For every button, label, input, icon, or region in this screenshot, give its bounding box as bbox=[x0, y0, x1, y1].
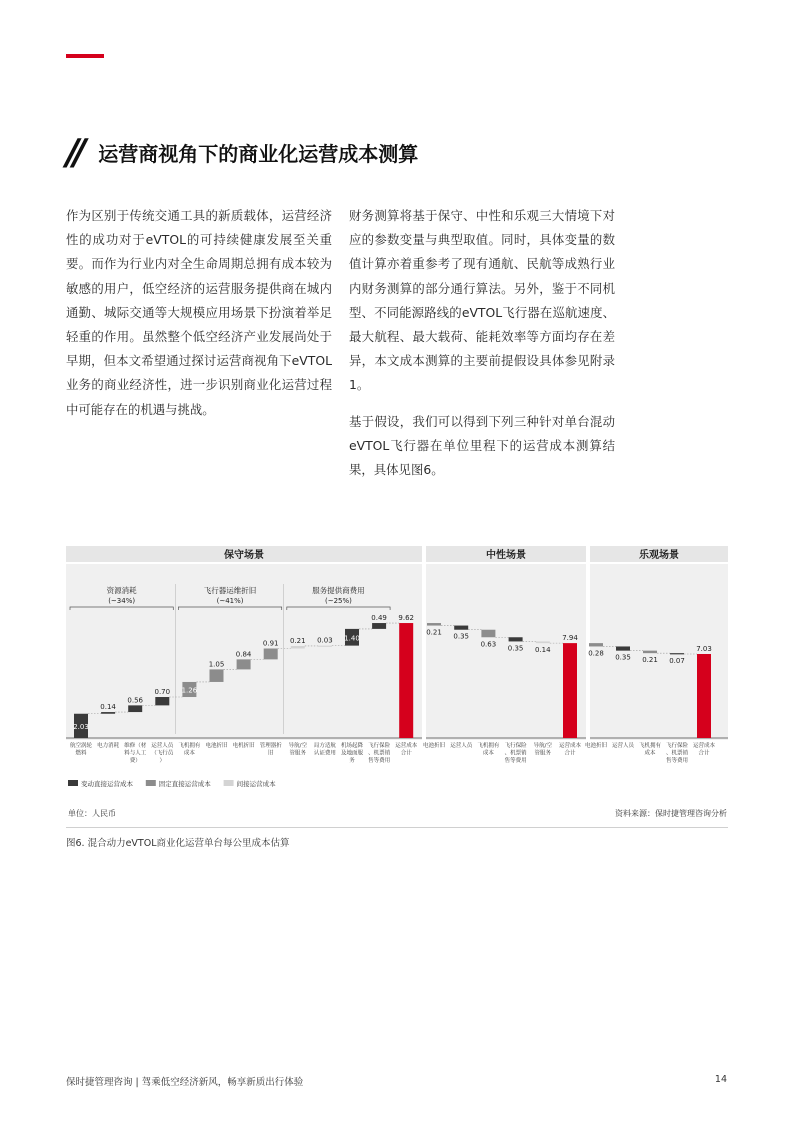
legend-swatch bbox=[224, 780, 234, 786]
bar-value-label: 0.14 bbox=[535, 646, 551, 655]
bar-value-label: 0.56 bbox=[127, 696, 143, 705]
legend-swatch bbox=[68, 780, 78, 786]
category-label: 运营人员 bbox=[151, 743, 174, 749]
category-label: 运营人员 bbox=[611, 743, 635, 749]
category-label: 成本 bbox=[183, 750, 195, 757]
category-label: 、机票销 bbox=[504, 750, 527, 757]
category-label: 导航/空 bbox=[288, 743, 307, 749]
waterfall-bar bbox=[237, 659, 251, 669]
category-label: 飞机拥有 bbox=[178, 743, 201, 749]
bar-value-label: 0.84 bbox=[235, 650, 252, 659]
category-label: 运营成本 bbox=[692, 743, 716, 749]
category-label: ） bbox=[159, 758, 166, 764]
category-label: 管服务 bbox=[534, 750, 552, 757]
source-label: 资料来源：保时捷管理咨询分析 bbox=[615, 809, 727, 818]
category-label: 认证费用 bbox=[313, 750, 336, 757]
category-label: 燃料 bbox=[75, 750, 87, 757]
bar-value-label: 0.03 bbox=[317, 636, 333, 645]
text-column-left bbox=[66, 204, 332, 434]
waterfall-bar bbox=[128, 705, 142, 712]
category-label: 合计 bbox=[698, 750, 710, 757]
category-label: 费） bbox=[129, 758, 141, 764]
bar-value-label: 0.49 bbox=[371, 614, 387, 623]
waterfall-bar bbox=[509, 637, 523, 641]
category-label: 售等费用 bbox=[665, 758, 689, 764]
category-label: 电池折旧 bbox=[422, 743, 446, 749]
section-title: 运营商视角下的商业化运营成本测算 bbox=[98, 141, 419, 166]
waterfall-bar bbox=[697, 654, 711, 738]
bar-value-label: 1.26 bbox=[181, 686, 198, 695]
waterfall-bar bbox=[616, 646, 630, 650]
bar-value-label: 1.05 bbox=[208, 660, 225, 669]
bar-value-label: 0.21 bbox=[426, 628, 442, 637]
category-label: 、机票销 bbox=[368, 750, 391, 757]
waterfall-bar bbox=[399, 623, 413, 738]
scenario-background bbox=[426, 564, 586, 740]
waterfall-bar bbox=[427, 623, 441, 626]
legend-swatch bbox=[146, 780, 156, 786]
category-label: 售等费用 bbox=[368, 758, 391, 764]
waterfall-bar bbox=[563, 643, 577, 738]
bar-value-label: 7.03 bbox=[696, 644, 712, 653]
category-label: 机场起降 bbox=[340, 743, 364, 749]
bar-value-label: 9.62 bbox=[398, 614, 414, 623]
category-label: 航空涡轮 bbox=[69, 743, 93, 749]
category-label: 售等费用 bbox=[504, 758, 527, 764]
scenario-title: 乐观场景 bbox=[639, 550, 679, 561]
category-label: 电池折旧 bbox=[584, 743, 608, 749]
category-label: （飞行员 bbox=[151, 750, 174, 757]
group-label: 资源消耗 bbox=[106, 586, 137, 595]
unit-label: 单位：人民币 bbox=[68, 809, 116, 818]
category-label: 料与人工 bbox=[124, 750, 147, 757]
paragraph: 基于假设，我们可以得到下列三种针对单台混动eVTOL飞行器在单位里程下的运营成本测算结果，具体见图6。 bbox=[349, 413, 615, 478]
bar-value-label: 0.14 bbox=[100, 703, 116, 712]
waterfall-bar bbox=[454, 626, 468, 630]
accent-bar bbox=[66, 54, 104, 58]
legend-label: 变动直接运营成本 bbox=[81, 780, 133, 788]
group-share: (~34%) bbox=[108, 597, 136, 605]
category-label: 合计 bbox=[564, 750, 576, 757]
category-label: 及地面服 bbox=[340, 750, 364, 757]
bar-value-label: 0.07 bbox=[669, 656, 685, 665]
legend-label: 间接运营成本 bbox=[236, 780, 276, 788]
category-label: 运营成本 bbox=[395, 743, 418, 749]
waterfall-bar bbox=[589, 643, 603, 646]
category-label: 成本 bbox=[644, 750, 656, 757]
figure-caption: 图6. 混合动力eVTOL商业化运营单台每公里成本估算 bbox=[66, 838, 290, 849]
category-label: 飞机拥有 bbox=[638, 743, 662, 749]
category-label: 电机折旧 bbox=[232, 743, 255, 749]
waterfall-bar bbox=[536, 641, 550, 643]
bar-value-label: 2.03 bbox=[73, 722, 89, 731]
bar-value-label: 0.35 bbox=[615, 653, 631, 662]
caption-divider bbox=[66, 827, 728, 828]
category-label: 、机票销 bbox=[665, 750, 689, 757]
category-label: 维修（材 bbox=[124, 743, 147, 749]
category-label: 导航/空 bbox=[533, 743, 552, 749]
page-number: 14 bbox=[714, 1074, 727, 1085]
category-label: 合计 bbox=[400, 750, 412, 757]
group-share: (~25%) bbox=[325, 597, 352, 605]
double-slash-icon: // bbox=[66, 131, 81, 173]
waterfall-bar bbox=[670, 653, 684, 654]
waterfall-bar bbox=[291, 646, 305, 649]
group-share: (~41%) bbox=[216, 597, 244, 605]
bar-value-label: 0.91 bbox=[262, 639, 279, 648]
bar-value-label: 0.35 bbox=[507, 644, 524, 653]
category-label: 务 bbox=[349, 758, 355, 764]
waterfall-chart bbox=[60, 540, 732, 802]
waterfall-bar bbox=[643, 651, 657, 654]
category-label: 运营人员 bbox=[450, 743, 473, 749]
category-label: 飞行保险 bbox=[665, 743, 689, 749]
bar-value-label: 0.21 bbox=[642, 656, 658, 665]
category-label: 飞行保险 bbox=[368, 743, 391, 749]
footer-text: 保时捷管理咨询 | 驾乘低空经济新风，畅享新质出行体验 bbox=[66, 1077, 304, 1088]
category-label: 电力消耗 bbox=[97, 743, 120, 749]
category-label: 旧 bbox=[267, 750, 274, 757]
waterfall-bar bbox=[210, 669, 224, 682]
group-label: 服务提供商费用 bbox=[312, 586, 365, 595]
bar-value-label: 0.21 bbox=[290, 636, 306, 645]
bar-value-label: 7.94 bbox=[562, 634, 578, 643]
waterfall-bar bbox=[372, 623, 386, 629]
waterfall-bar bbox=[155, 697, 169, 705]
section-header bbox=[66, 132, 418, 172]
category-label: 飞机拥有 bbox=[477, 743, 500, 749]
waterfall-bar bbox=[101, 712, 115, 714]
bar-value-label: 0.35 bbox=[453, 632, 469, 641]
category-label: 运营成本 bbox=[558, 743, 582, 749]
bar-value-label: 0.70 bbox=[154, 688, 171, 697]
legend-label: 固定直接运营成本 bbox=[158, 780, 211, 788]
bar-value-label: 0.28 bbox=[588, 649, 604, 658]
category-label: 局方适航 bbox=[313, 743, 336, 749]
scenario-title: 中性场景 bbox=[486, 550, 526, 561]
category-label: 电池折旧 bbox=[205, 743, 228, 749]
scenario-title: 保守场景 bbox=[224, 550, 264, 561]
group-label: 飞行器运维折旧 bbox=[203, 586, 257, 595]
waterfall-bar bbox=[481, 630, 495, 638]
bar-value-label: 0.63 bbox=[480, 640, 497, 649]
category-label: 成本 bbox=[482, 750, 494, 757]
paragraph: 财务测算将基于保守、中性和乐观三大情境下对应的参数变量与典型取值。同时，具体变量的数值计算亦着重参考了现有通航、民航等成熟行业内财务测算的部分通行算法。另外，鉴于不同机型、不同能源路线的eVTOL飞行器在巡航速度、最大航程、最大载荷、能耗效率等方面均存在差异，本文成本测算的主要前提假设具体参见附录1。 bbox=[349, 208, 615, 393]
waterfall-bar bbox=[318, 646, 332, 647]
category-label: 飞行保险 bbox=[504, 743, 527, 749]
text-column-right bbox=[349, 204, 615, 494]
waterfall-bar bbox=[264, 648, 278, 659]
category-label: 管理器折 bbox=[259, 743, 282, 749]
bar-value-label: 1.40 bbox=[344, 634, 360, 643]
paragraph: 作为区别于传统交通工具的新质载体，运营经济性的成功对于eVTOL的可持续健康发展至关重要。而作为行业内对全生命周期总拥有成本较为敏感的用户，低空经济的运营服务提供商在城内通勤、城际交通等大规模应用场景下扮演着举足轻重的作用。虽然整个低空经济产业发展尚处于早期，但本文希望通过探讨运营商视角下eVTOL业务的商业经济性，进一步识别商业化运营过程中可能存在的机遇与挑战。 bbox=[66, 208, 332, 417]
category-label: 管服务 bbox=[289, 750, 307, 757]
